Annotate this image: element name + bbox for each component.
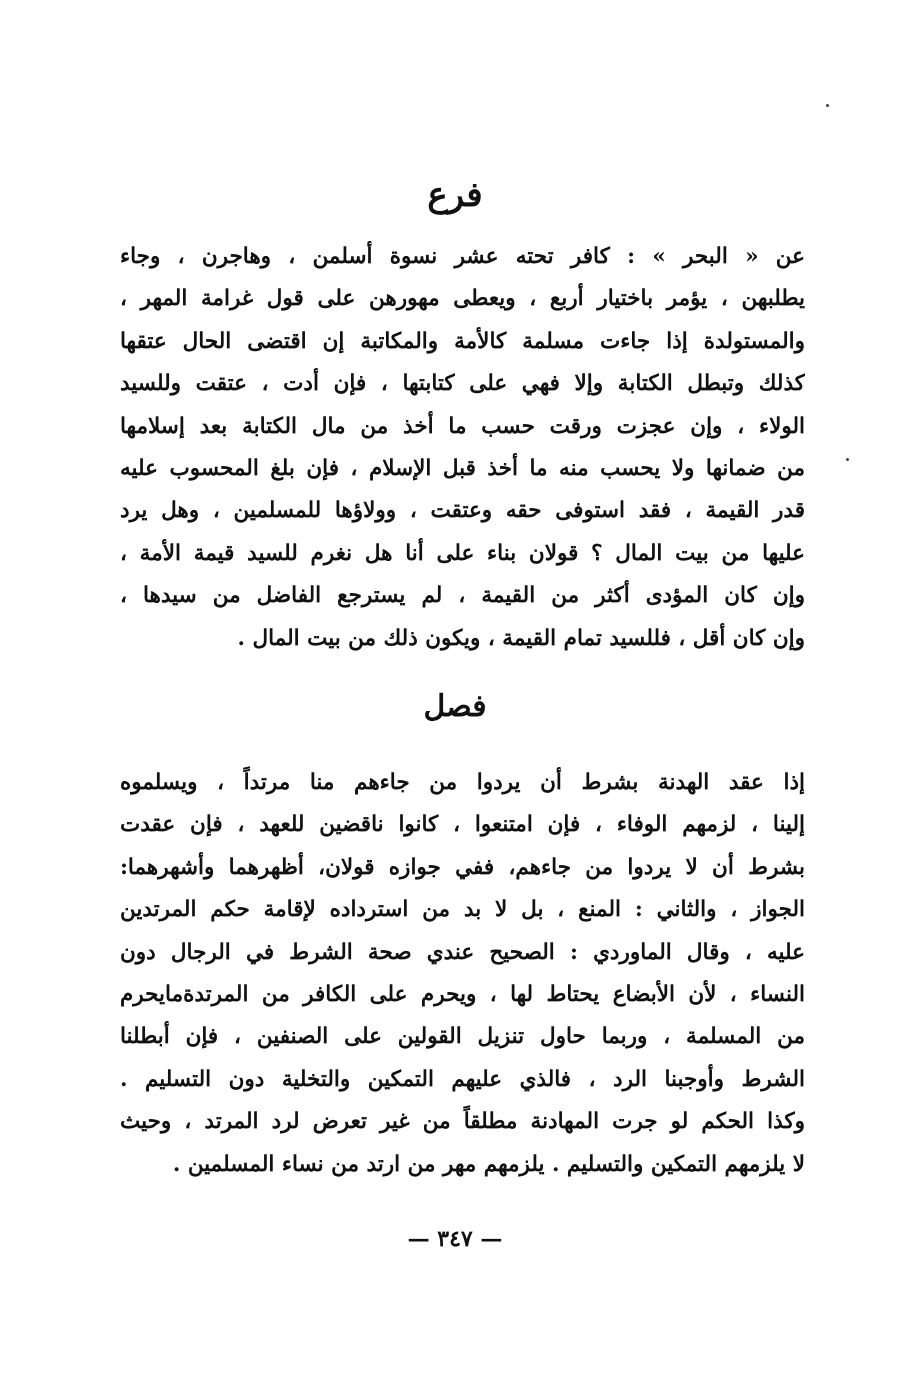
text-line: وإن كان المؤدى أكثر من القيمة ، لم يسترجع الفاضل من سيدها ، [120, 583, 805, 609]
text-line: بشرط أن لا يردوا من جاءهم، ففي جوازه قولان، أظهرهما وأشهرهما: [120, 854, 805, 880]
text-line: إذا عقد الهدنة بشرط أن يردوا من جاءهم منا مرتداً ، ويسلموه [120, 770, 805, 795]
text-line: لا يلزمهم التمكين والتسليم . يلزمهم مهر من ارتد من نساء المسلمين . [172, 1151, 805, 1177]
text-line: والمستولدة إذا جاءت مسلمة كالأمة والمكاتبة إن اقتضى الحال عتقها [120, 328, 805, 354]
paragraph-far [120, 236, 805, 660]
text-line: يطلبهن ، يؤمر باختيار أربع ، ويعطى مهورهن على قول غرامة المهر ، [120, 286, 805, 312]
scan-speck [826, 104, 829, 107]
section-heading-fasl: فصل [423, 689, 487, 724]
text-line: النساء ، لأن الأبضاع يحتاط لها ، ويحرم على الكافر من المرتدةمايحرم [120, 981, 805, 1007]
paragraph-fasl [120, 762, 805, 1186]
section-heading-far: فرع [427, 175, 483, 215]
text-line: وإن كان أقل ، فللسيد تمام القيمة ، ويكون ذلك من بيت المال . [237, 625, 805, 651]
text-line: عليه ، وقال الماوردي : الصحيح عندي صحة الشرط في الرجال دون [120, 939, 805, 965]
text-line: عليها من بيت المال ؟ قولان بناء على أنا هل نغرم للسيد قيمة الأمة ، [120, 540, 805, 566]
text-line: إلينا ، لزمهم الوفاء ، فإن امتنعوا ، كانوا ناقضين للعهد ، فإن عقدت [120, 812, 805, 838]
text-line: من ضمانها ولا يحسب منه ما أخذ قبل الإسلام ، فإن بلغ المحسوب عليه [120, 455, 805, 481]
page-number: — ٣٤٧ — [407, 1226, 503, 1252]
text-line: وكذا الحكم لو جرت المهادنة مطلقاً من غير تعرض لرد المرتد ، وحيث [120, 1109, 805, 1135]
text-line: الشرط وأوجبنا الرد ، فالذي عليهم التمكين والتخلية دون التسليم . [120, 1066, 805, 1092]
scan-speck [846, 458, 849, 461]
text-line: من المسلمة ، وربما حاول تنزيل القولين على الصنفين ، فإن أبطلنا [120, 1024, 805, 1050]
text-line: الولاء ، وإن عجزت ورقت حسب ما أخذ من مال الكتابة بعد إسلامها [120, 413, 805, 439]
text-line: قدر القيمة ، فقد استوفى حقه وعتقت ، وولاؤها للمسلمين ، وهل يرد [120, 498, 805, 524]
text-line: عن « البحر » : كافر تحته عشر نسوة أسلمن ، وهاجرن ، وجاء [120, 244, 805, 269]
text-line: الجواز ، والثاني : المنع ، بل لا بد من استرداده لإقامة حكم المرتدين [120, 897, 805, 923]
text-line: كذلك وتبطل الكتابة وإلا فهي على كتابتها ، فإن أدت ، عتقت وللسيد [120, 371, 805, 397]
